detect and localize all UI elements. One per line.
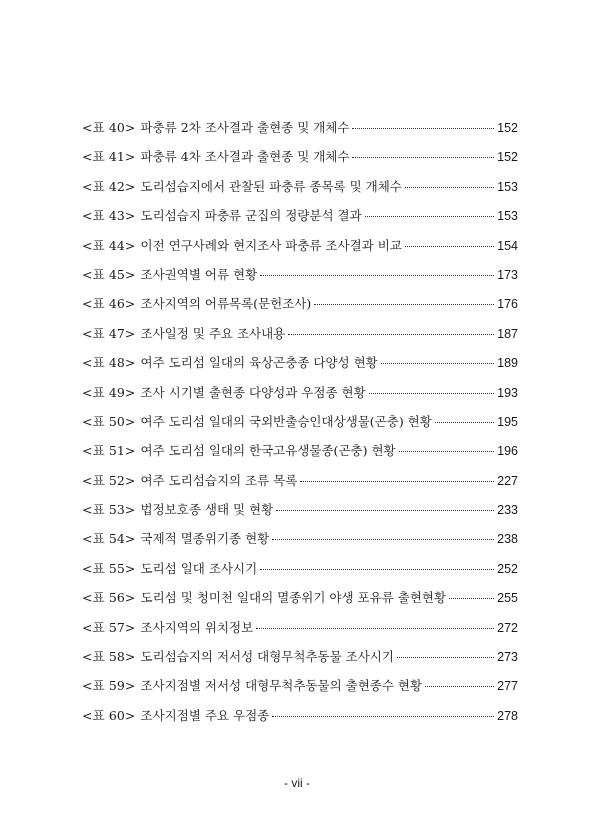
dot-leader: [352, 157, 494, 158]
toc-entry-page-number: 173: [497, 267, 518, 282]
toc-entry-title: 조사지역의 어류목록(문헌조사): [140, 296, 312, 312]
toc-entry-title: 파충류 4차 조사결과 출현종 및 개체수: [140, 149, 350, 165]
toc-entry[interactable]: [82, 559, 518, 588]
toc-entry[interactable]: [82, 676, 518, 705]
toc-entry-label: <표 44>: [82, 237, 136, 253]
dot-leader: [435, 422, 494, 423]
toc-entry[interactable]: [82, 706, 518, 735]
toc-entry-page-number: 272: [497, 620, 518, 635]
dot-leader: [300, 481, 494, 482]
toc-entry[interactable]: [82, 294, 518, 323]
toc-entry-page-number: 187: [497, 326, 518, 341]
toc-entry-label: <표 43>: [82, 208, 136, 224]
toc-entry-page-number: 277: [497, 679, 518, 694]
dot-leader: [272, 539, 494, 540]
toc-entry-label: <표 50>: [82, 413, 136, 429]
toc-entry-label: <표 40>: [82, 120, 136, 135]
toc-entry-title: 도리섬 및 청미천 일대의 멸종위기 야생 포유류 출현현황: [140, 590, 447, 606]
toc-entry[interactable]: [82, 471, 518, 500]
toc-entry-label: <표 58>: [82, 649, 136, 665]
toc-entry-page-number: 227: [497, 473, 518, 488]
toc-entry[interactable]: [82, 118, 518, 147]
toc-entry-title: 조사권역별 어류 현황: [140, 266, 258, 282]
toc-entry-label: <표 53>: [82, 502, 136, 518]
toc-entry[interactable]: [82, 236, 518, 265]
toc-entry-title: 조사지점별 저서성 대형무척추동물의 출현종수 현황: [140, 678, 423, 694]
toc-entry-title: 조사지역의 위치정보: [140, 619, 254, 635]
toc-entry-label: <표 60>: [82, 707, 136, 723]
toc-entry-title: 조사지점별 주요 우점종: [140, 707, 270, 723]
dot-leader: [272, 716, 494, 717]
toc-entry-page-number: 233: [497, 503, 518, 518]
toc-entry[interactable]: [82, 500, 518, 529]
toc-entry[interactable]: [82, 618, 518, 647]
dot-leader: [288, 334, 494, 335]
toc-entry-title: 도리섬습지에서 관찰된 파충류 종목록 및 개체수: [140, 178, 402, 194]
toc-entry-title: 여주 도리섬 일대의 국외반출승인대상생물(곤충) 현황: [140, 413, 432, 429]
toc-entry-title: 조사 시기별 출현종 다양성과 우점종 현황: [140, 384, 366, 400]
toc-entry-page-number: 252: [497, 561, 518, 576]
toc-entry-label: <표 49>: [82, 384, 136, 400]
toc-entry-title: 국제적 멸종위기종 현황: [140, 531, 270, 547]
toc-entry-page-number: 154: [497, 238, 518, 253]
toc-entry-title: 여주 도리섬 일대의 육상곤충종 다양성 현황: [140, 355, 378, 371]
toc-entry-page-number: 176: [497, 297, 518, 312]
toc-entry[interactable]: [82, 206, 518, 235]
toc-entry-title: 도리섬습지의 저서성 대형무척추동물 조사시기: [140, 649, 394, 665]
toc-entry-label: <표 42>: [82, 178, 136, 194]
toc-entry-label: <표 52>: [82, 472, 136, 488]
toc-entry[interactable]: [82, 177, 518, 206]
dot-leader: [449, 598, 494, 599]
dot-leader: [256, 628, 494, 629]
toc-entry[interactable]: [82, 647, 518, 676]
toc-entry-page-number: 153: [497, 179, 518, 194]
dot-leader: [369, 393, 494, 394]
toc-entry-title: 조사일정 및 주요 조사내용: [140, 325, 286, 341]
dot-leader: [405, 187, 494, 188]
dot-leader: [260, 275, 494, 276]
toc-entry-page-number: 193: [497, 385, 518, 400]
toc-entry-label: <표 41>: [82, 149, 136, 165]
toc-entry[interactable]: [82, 441, 518, 470]
toc-entry[interactable]: [82, 353, 518, 382]
toc-entry-title: 여주 도리섬습지의 조류 목록: [140, 472, 298, 488]
toc-entry-page-number: 189: [497, 356, 518, 371]
dot-leader: [314, 304, 494, 305]
toc-entry-page-number: 255: [497, 591, 518, 606]
toc-entry-label: <표 48>: [82, 355, 136, 371]
toc-entry-page-number: 278: [497, 708, 518, 723]
dot-leader: [365, 216, 494, 217]
toc-entry-page-number: 273: [497, 650, 518, 665]
toc-entry-page-number: 152: [497, 150, 518, 165]
dot-leader: [425, 686, 494, 687]
toc-entry-page-number: 196: [497, 444, 518, 459]
toc-entry-title: 법정보호종 생태 및 현황: [140, 502, 274, 518]
toc-entry-label: <표 51>: [82, 443, 136, 459]
toc-entry-label: <표 45>: [82, 266, 136, 282]
toc-entry-label: <표 56>: [82, 590, 136, 606]
dot-leader: [381, 363, 494, 364]
toc-entry-title: 파충류 2차 조사결과 출현종 및 개체수: [140, 120, 350, 135]
toc-entry-page-number: 238: [497, 532, 518, 547]
toc-entry-page-number: 195: [497, 414, 518, 429]
toc-entry[interactable]: [82, 529, 518, 558]
toc-entry[interactable]: [82, 383, 518, 412]
dot-leader: [276, 510, 494, 511]
toc-entry-label: <표 57>: [82, 619, 136, 635]
toc-entry-title: 여주 도리섬 일대의 한국고유생물종(곤충) 현황: [140, 443, 396, 459]
toc-entry[interactable]: [82, 265, 518, 294]
toc-entry-page-number: 152: [497, 121, 518, 135]
dot-leader: [399, 451, 495, 452]
dot-leader: [397, 657, 494, 658]
dot-leader: [405, 246, 494, 247]
toc-entry[interactable]: [82, 147, 518, 176]
toc-entry-label: <표 55>: [82, 560, 136, 576]
toc-entry-page-number: 153: [497, 209, 518, 224]
toc-entry-label: <표 54>: [82, 531, 136, 547]
toc-entry-title: 도리섬습지 파충류 군집의 정량분석 결과: [140, 208, 362, 224]
dot-leader: [260, 569, 494, 570]
toc-entry-label: <표 47>: [82, 325, 136, 341]
toc-entry[interactable]: [82, 324, 518, 353]
toc-entry[interactable]: [82, 588, 518, 617]
toc-entry-title: 도리섬 일대 조사시기: [140, 560, 258, 576]
toc-entry-title: 이전 연구사례와 현지조사 파충류 조사결과 비교: [140, 237, 402, 253]
table-list: [82, 118, 518, 735]
dot-leader: [352, 128, 494, 129]
toc-entry[interactable]: [82, 412, 518, 441]
toc-entry-label: <표 46>: [82, 296, 136, 312]
toc-entry-label: <표 59>: [82, 678, 136, 694]
page-number: - vii -: [284, 776, 310, 790]
